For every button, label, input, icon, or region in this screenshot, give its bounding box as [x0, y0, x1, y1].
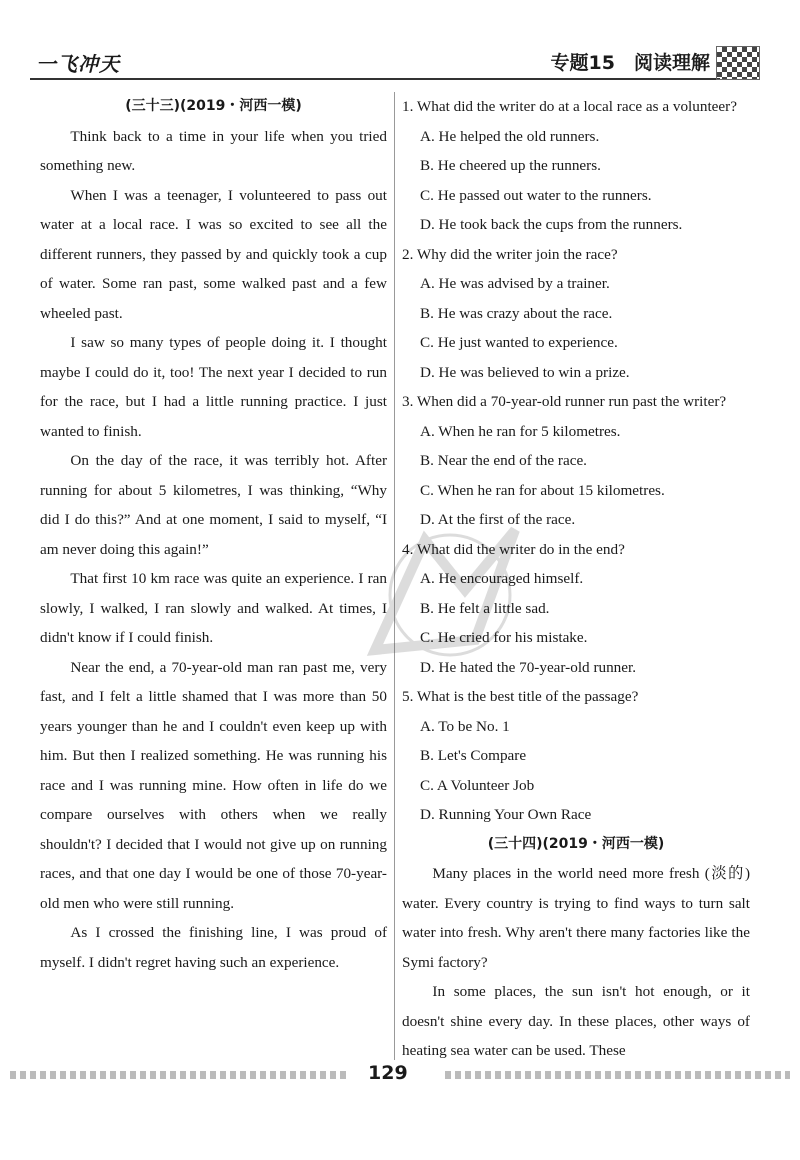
passage-34-paragraph-2: In some places, the sun isn't hot enough, or it doesn't shine every day. In these places, other ways of heating sea water can be used. These [402, 983, 750, 1059]
passage-34-paragraph-1: Many places in the world need more fresh (淡的) water. Every country is trying to find ways to turn salt water into fresh. Why aren't there many factories like the Symi factory? [402, 865, 750, 971]
passage-33-column [40, 92, 387, 977]
passage-33-paragraph-4: On the day of the race, it was terribly hot. After running for about 5 kilometres, I was thinking, “Why did I do this?” And at one moment, I said to myself, “I am never doing this again!” [40, 452, 387, 558]
option-b: B. He was crazy about the race. [420, 304, 613, 322]
question-1 [402, 92, 750, 240]
option-d: D. Running Your Own Race [420, 806, 592, 823]
passage-33-paragraph-6: Near the end, a 70-year-old man ran past me, very fast, and I felt a little shamed that I was more than 50 years younger than he and I couldn't even keep up with him. But then I realized something. He was running his race and I was running mine. How often in life do we compare ourselves with others when we really shouldn't? I decided that I would not give up on running races, and that one day I would be one of those 70-year-old men who were still running. [40, 658, 387, 912]
question-text: 1. What did the writer do at a local race as a volunteer? [402, 98, 737, 115]
question-text: 5. What is the best title of the passage? [402, 688, 639, 705]
passage-33-title: (三十三)(2019・河西一模) [125, 98, 302, 114]
footer-decoration-left [10, 1071, 350, 1079]
option-a: A. He was advised by a trainer. [420, 275, 610, 292]
question-text: 2. Why did the writer join the race? [402, 245, 618, 263]
option-d: D. He hated the 70-year-old runner. [420, 658, 637, 676]
passage-33-paragraph-1: Think back to a time in your life when you tried something new. [40, 127, 387, 174]
option-a: A. He helped the old runners. [420, 127, 600, 145]
passage-33-paragraph-5: That first 10 km race was quite an experience. I ran slowly, I walked, I ran slowly and walked. At times, I didn't know if I could finish. [40, 570, 387, 646]
checker-decoration-icon [716, 46, 760, 80]
passage-34-title: (三十四)(2019・河西一模) [487, 835, 665, 852]
question-4 [402, 535, 750, 683]
option-d: D. He was believed to win a prize. [420, 363, 630, 381]
option-b: B. He cheered up the runners. [420, 157, 601, 174]
option-c: C. A Volunteer Job [420, 776, 535, 794]
option-c: C. When he ran for about 15 kilometres. [420, 481, 665, 499]
option-c: C. He passed out water to the runners. [420, 186, 652, 204]
passage-33-paragraph-3: I saw so many types of people doing it. I thought maybe I could do it, too! The next year I decided to run for the race, but I had a little running practice. I just wanted to finish. [40, 334, 387, 440]
topic-title: 专题15 阅读理解 [550, 52, 710, 74]
question-text: 3. When did a 70-year-old runner run past the writer? [402, 393, 727, 410]
option-a: A. He encouraged himself. [420, 570, 584, 587]
option-c: C. He just wanted to experience. [420, 334, 618, 351]
option-d: D. At the first of the race. [420, 511, 576, 528]
option-a: A. To be No. 1 [420, 717, 510, 735]
option-b: B. He felt a little sad. [420, 599, 550, 617]
questions-column [402, 92, 750, 1066]
question-3 [402, 387, 750, 535]
option-b: B. Let's Compare [420, 747, 527, 764]
page-footer [0, 1062, 800, 1092]
header-rule [30, 78, 720, 80]
option-c: C. He cried for his mistake. [420, 629, 588, 646]
page-number: 129 [368, 1062, 408, 1084]
brand-logo: 一飞冲天 [36, 52, 120, 76]
question-2 [402, 240, 750, 388]
page-header [30, 40, 760, 84]
question-text: 4. What did the writer do in the end? [402, 540, 625, 558]
option-a: A. When he ran for 5 kilometres. [420, 422, 621, 440]
option-b: B. Near the end of the race. [420, 452, 587, 469]
passage-33-paragraph-2: When I was a teenager, I volunteered to pass out water at a local race. I was so excited to see all the different runners, they passed by and quickly took a cup of water. Some ran past, some walked past and a few wheeled past. [40, 186, 387, 322]
passage-33-paragraph-7: As I crossed the finishing line, I was proud of myself. I didn't regret having such an experience. [40, 924, 387, 971]
footer-decoration-right [445, 1071, 790, 1079]
question-5 [402, 682, 750, 830]
option-d: D. He took back the cups from the runners. [420, 216, 683, 233]
